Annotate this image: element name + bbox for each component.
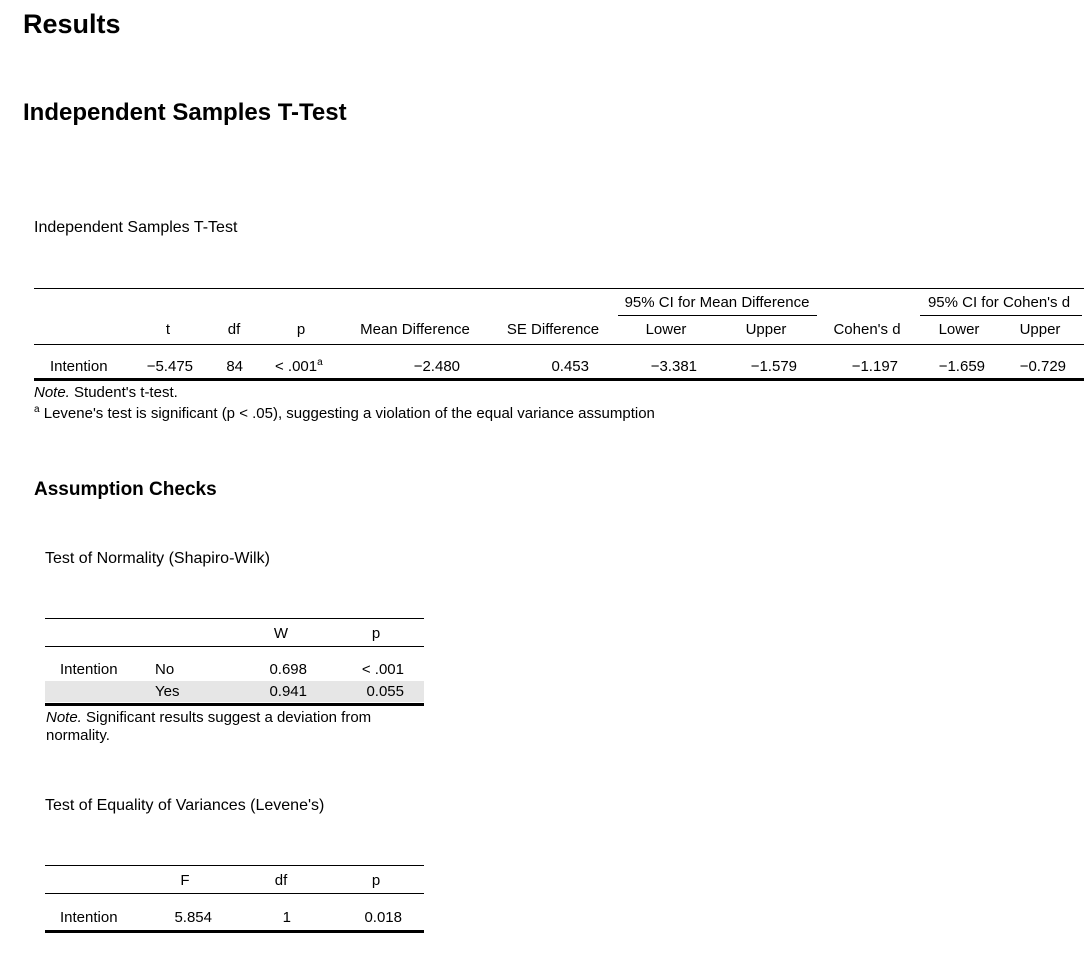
normality-note-line1 (46, 709, 371, 727)
normality-col-header-w: W (273, 625, 289, 642)
ttest-footnote-mark: a (34, 404, 40, 415)
normality-p-yes: 0.055 (366, 683, 404, 700)
col-header-p: p (296, 321, 306, 338)
cell-d-upper: −0.729 (1019, 358, 1066, 375)
cell-mean-difference: −2.480 (413, 358, 460, 375)
levene-top-rule (45, 865, 424, 866)
levene-header-rule (45, 893, 424, 894)
normality-row-variable: Intention (60, 661, 118, 678)
ttest-note-text: Student's t-test. (74, 384, 178, 401)
row-variable-intention: Intention (50, 358, 108, 375)
normality-p-no: < .001 (361, 661, 404, 678)
cell-upper: −1.579 (750, 358, 797, 375)
col-header-df: df (227, 321, 241, 338)
ttest-table-title: Independent Samples T-Test (34, 219, 238, 236)
col-header-se-difference: SE Difference (506, 321, 600, 338)
cell-cohens-d: −1.197 (851, 358, 898, 375)
col-header-lower: Lower (645, 321, 687, 338)
ci-cohens-d-group-rule (920, 315, 1082, 316)
normality-w-no: 0.698 (269, 661, 307, 678)
levene-cell-f: 5.854 (174, 909, 212, 926)
ttest-top-rule (34, 288, 1084, 289)
normality-note-label: Note. (46, 709, 82, 726)
cell-df: 84 (226, 358, 243, 375)
col-header-t: t (165, 321, 171, 338)
ttest-header-rule (34, 344, 1084, 345)
ttest-footnote-text: Levene's test is significant (p < .05), suggesting a violation of the equal variance assumption (43, 405, 655, 422)
levene-col-header-df: df (274, 872, 288, 889)
section-heading: Independent Samples T-Test (23, 99, 347, 126)
normality-header-rule (45, 646, 424, 647)
normality-note-text-line1: Significant results suggest a deviation from (86, 709, 372, 726)
col-header-d-upper: Upper (1019, 321, 1061, 338)
cell-d-lower: −1.659 (938, 358, 985, 375)
col-header-mean-difference: Mean Difference (360, 321, 470, 338)
normality-col-header-p: p (371, 625, 381, 642)
normality-group-no: No (155, 661, 175, 678)
normality-group-yes: Yes (155, 683, 180, 700)
levene-bottom-rule (45, 930, 424, 933)
levene-col-header-f: F (180, 872, 190, 889)
normality-table-title: Test of Normality (Shapiro-Wilk) (45, 550, 270, 567)
cell-lower: −3.381 (650, 358, 697, 375)
ttest-footnote (34, 405, 655, 422)
levene-table-title: Test of Equality of Variances (Levene's) (45, 797, 325, 814)
cell-t: −5.475 (146, 358, 193, 375)
cell-p-footnote-mark: a (317, 357, 323, 368)
ttest-note (34, 384, 178, 401)
normality-note (46, 709, 371, 745)
ttest-bottom-rule (34, 378, 1084, 381)
levene-cell-p: 0.018 (364, 909, 402, 926)
levene-col-header-p: p (371, 872, 381, 889)
col-header-upper: Upper (745, 321, 787, 338)
cell-p (275, 358, 323, 375)
levene-cell-df: 1 (282, 909, 291, 926)
col-header-cohens-d: Cohen's d (833, 321, 901, 338)
normality-w-yes: 0.941 (269, 683, 307, 700)
ci-mean-diff-group-header: 95% CI for Mean Difference (624, 294, 810, 311)
ci-cohens-d-group-header: 95% CI for Cohen's d (927, 294, 1071, 311)
ttest-note-label: Note. (34, 384, 70, 401)
normality-top-rule (45, 618, 424, 619)
normality-note-text-line2: normality. (46, 727, 110, 744)
levene-row-variable: Intention (60, 909, 118, 926)
cell-se-difference: 0.453 (551, 358, 589, 375)
col-header-d-lower: Lower (938, 321, 980, 338)
ci-mean-diff-group-rule (618, 315, 817, 316)
results-heading: Results (23, 9, 121, 39)
cell-p-value: < .001 (275, 358, 318, 375)
assumption-checks-heading: Assumption Checks (34, 479, 217, 500)
normality-bottom-rule (45, 703, 424, 706)
